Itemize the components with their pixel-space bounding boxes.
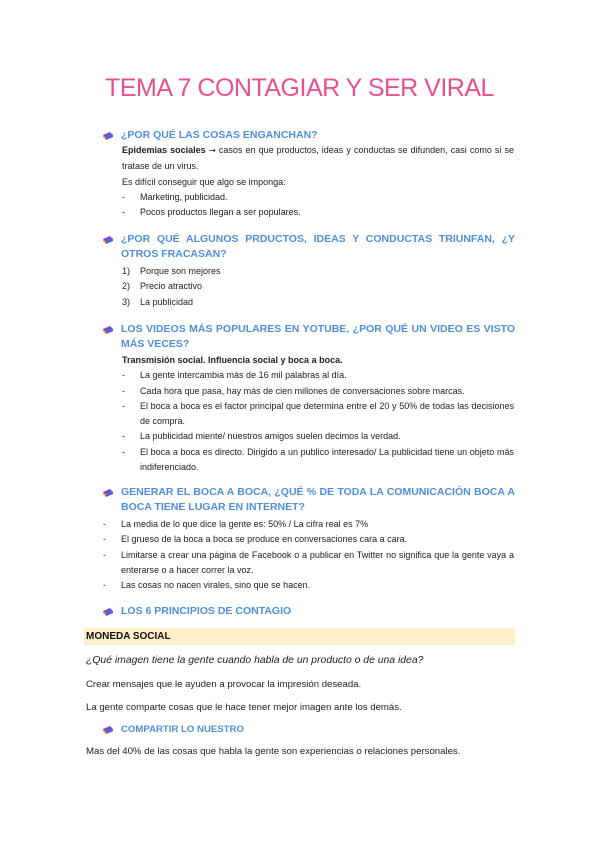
numbered-item [122, 295, 514, 310]
item-number: 2) [122, 281, 131, 292]
section-heading-text: LOS VIDEOS MÁS POPULARES EN YOTUBE, ¿POR QUÉ UN VIDEO ES VISTO MÁS VECES? [121, 323, 515, 350]
book-bullet-icon [102, 723, 114, 735]
list-item-text: Las cosas no nacen virales, sino que se hacen. [121, 580, 311, 591]
subheading: Transmisión social. Influencia social y boca a boca. [122, 355, 343, 365]
list-item-text: La media de lo que dice la gente es: 50% / La cifra real es 7% [121, 519, 369, 529]
list-marker: - [122, 207, 125, 218]
arrow-glyph: → [208, 146, 216, 156]
list-item-text: El boca a boca es el factor principal que determina entre el 20 y 50% de todas las decisiones de compra. [140, 400, 514, 427]
numbered-item-text: La publicidad [140, 296, 194, 307]
list-item-text: La gente intercambia más de 16 mil palabras al día. [140, 370, 347, 381]
paragraph: La gente comparte cosas que le hace tener mejor imagen ante los demás. [86, 702, 402, 713]
list-item [103, 517, 514, 532]
section-heading-text: LOS 6 PRINCIPIOS DE CONTAGIO [121, 605, 292, 617]
definition-text: casos en que productos, ideas y conductas se difunden, casi como si se tratase de un virus. [122, 145, 514, 172]
section-heading-text: COMPARTIR LO NUESTRO [121, 724, 244, 735]
section-heading-text: ¿POR QUÉ LAS COSAS ENGANCHAN? [121, 129, 318, 141]
book-bullet-icon [102, 605, 114, 617]
list-item-text: Cada hora que pasa, hay más de cien millones de conversaciones sobre marcas. [140, 385, 465, 396]
book-bullet-icon [102, 323, 114, 335]
list-marker: - [122, 400, 125, 411]
paragraph: Crear mensajes que le ayuden a provocar la impresión deseada. [86, 679, 362, 690]
section-heading-5 [104, 604, 515, 619]
numbered-item [122, 264, 514, 279]
section-body-3 [122, 353, 514, 475]
list-marker: - [103, 534, 106, 545]
list-item-text: La publicidad miente/ nuestros amigos suelen decimos la verdad. [140, 431, 401, 442]
item-number: 1) [122, 266, 131, 276]
section-heading-text: GENERAR EL BOCA A BOCA, ¿QUÉ % DE TODA LA COMUNICACIÓN BOCA A BOCA TIENE LUGAR EN INTERNET? [121, 486, 515, 513]
paragraph: Es difícil conseguir que algo se imponga: [122, 176, 286, 187]
numbered-item [122, 279, 514, 294]
book-bullet-icon [102, 129, 114, 141]
list-marker: - [122, 431, 125, 442]
page-title: TEMA 7 CONTAGIAR Y SER VIRAL [105, 74, 494, 102]
italic-question: ¿Qué imagen tiene la gente cuando habla de un producto o de una idea? [86, 655, 424, 666]
list-item [122, 368, 514, 383]
list-marker: - [122, 191, 125, 202]
list-item [122, 429, 514, 444]
list-item [103, 548, 514, 579]
highlighted-subheading: MONEDA SOCIAL [84, 628, 515, 645]
list-item-text: El grueso de la boca a boca se produce en conversaciones cara a cara. [121, 534, 408, 545]
section-body-4 [103, 517, 514, 593]
paragraph: Mas del 40% de las cosas que habla la gente son experiencias o relaciones personales. [86, 746, 461, 757]
numbered-item-text: Porque son mejores [140, 266, 221, 276]
list-item-text: El boca a boca es directo. Dirigido a un publico interesado/ La publicidad tiene un objeto más indiferenciado. [140, 446, 514, 473]
section-heading-2 [104, 232, 515, 262]
sub-heading-compartir [104, 722, 515, 737]
list-marker: - [122, 385, 125, 396]
section-heading-3 [104, 322, 515, 352]
list-marker: - [122, 446, 125, 457]
book-bullet-icon [102, 233, 114, 245]
item-number: 3) [122, 296, 131, 307]
section-heading-4 [104, 485, 515, 515]
section-body-1 [122, 143, 514, 220]
definition-term: Epidemias sociales [122, 145, 206, 155]
list-item-text: Limitarse a crear una página de Facebook o a publicar en Twitter no significa que la gente vaya a enterarse o a hacer correr la voz. [121, 549, 514, 575]
list-item [103, 578, 514, 593]
numbered-item-text: Precio atractivo [140, 281, 203, 292]
list-marker: - [103, 580, 106, 591]
list-item [122, 445, 514, 476]
section-heading-1 [104, 128, 515, 143]
list-item-text: Pocos productos llegan a ser populares. [140, 207, 301, 218]
list-item [122, 190, 514, 205]
list-marker: - [103, 519, 106, 529]
list-item [122, 205, 514, 220]
list-item-text: Marketing, publicidad. [140, 191, 228, 202]
list-item [122, 384, 514, 399]
section-body-2 [122, 264, 514, 310]
definition-paragraph [122, 143, 514, 175]
list-marker: - [103, 549, 106, 560]
section-heading-text: ¿POR QUÉ ALGUNOS PRDUCTOS, IDEAS Y CONDUCTAS TRIUNFAN, ¿Y OTROS FRACASAN? [121, 233, 515, 260]
list-marker: - [122, 370, 125, 381]
list-item [122, 399, 514, 430]
list-item [103, 532, 514, 547]
book-bullet-icon [102, 486, 114, 498]
